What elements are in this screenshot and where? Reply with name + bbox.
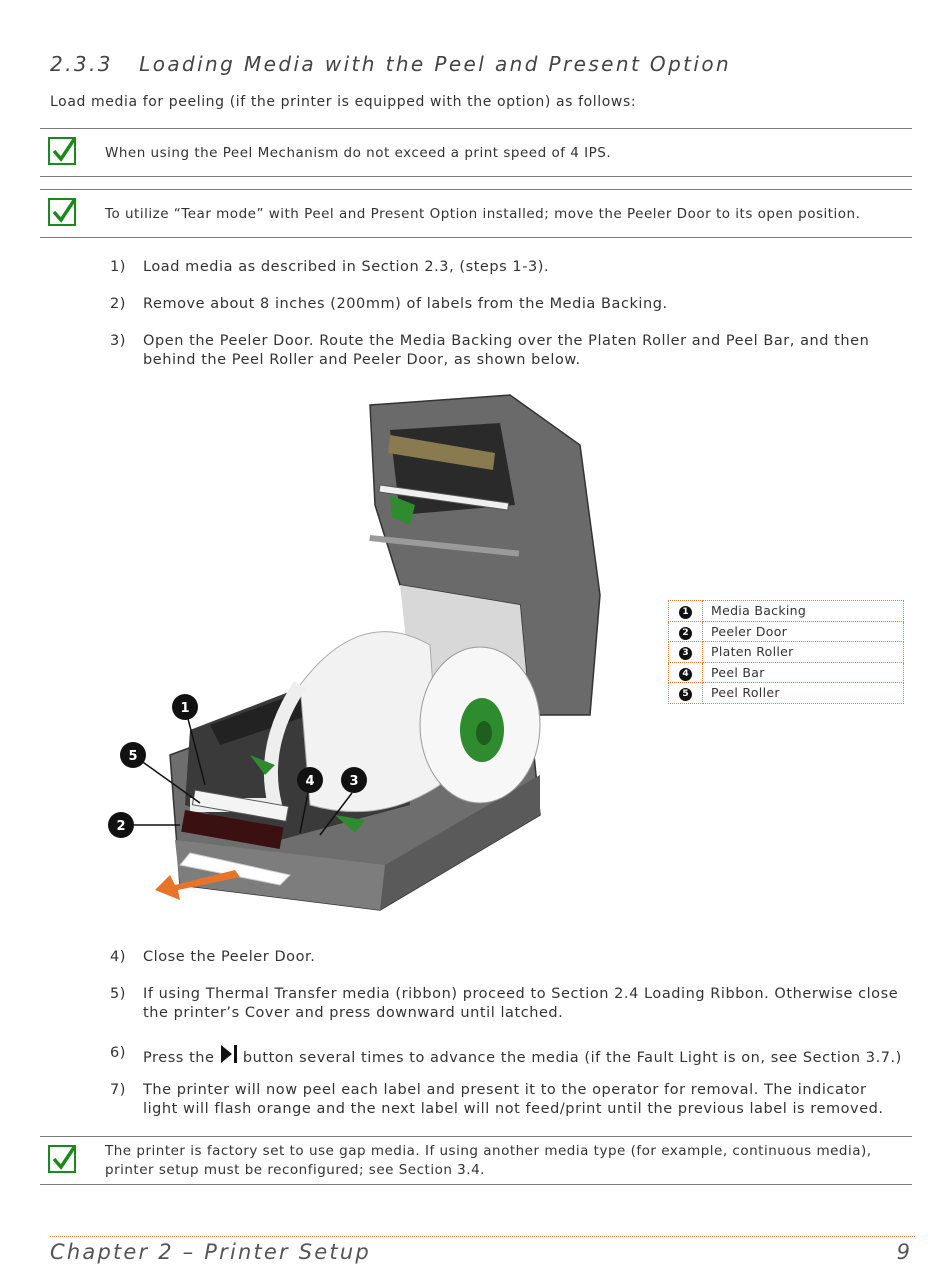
- page-number: 9: [896, 1240, 910, 1264]
- legend-number: 2: [679, 627, 692, 640]
- section-heading: [50, 52, 731, 76]
- callout-label: 5: [128, 749, 138, 764]
- legend-label: Peel Bar: [703, 662, 904, 683]
- legend-row: [669, 601, 904, 622]
- step-number: 5): [110, 986, 126, 1002]
- note-box: [40, 1136, 912, 1185]
- footer-divider: [50, 1236, 915, 1237]
- step-text: [143, 1044, 903, 1070]
- callout-label: 2: [116, 819, 126, 834]
- legend-row: [669, 683, 904, 704]
- step-number: 4): [110, 949, 126, 965]
- step-text: Load media as described in Section 2.3, (steps 1-3).: [143, 259, 550, 275]
- legend-number: 1: [679, 606, 692, 619]
- legend-label: Peel Roller: [703, 683, 904, 704]
- note-text: When using the Peel Mechanism do not exceed a print speed of 4 IPS.: [105, 145, 612, 161]
- note-text: The printer is factory set to use gap media. If using another media type (for example, continuous media), printer setup must be reconfigured; see Section 3.4.: [105, 1143, 872, 1178]
- legend-number: 4: [679, 668, 692, 681]
- legend-row: [669, 662, 904, 683]
- parts-legend: [668, 600, 904, 704]
- printer-illustration: [100, 385, 620, 925]
- checkmark-icon: [48, 137, 76, 165]
- note-box: [40, 189, 912, 238]
- legend-label: Peeler Door: [703, 621, 904, 642]
- intro-text: Load media for peeling (if the printer is equipped with the option) as follows:: [50, 94, 637, 110]
- callout-label: 1: [180, 701, 190, 716]
- step-text-before: Press the: [143, 1050, 215, 1066]
- note-box: [40, 128, 912, 177]
- step-text: The printer will now peel each label and present it to the operator for removal. The indicator light will flash orange and the next label will not feed/print until the previous label is removed.: [143, 1082, 884, 1117]
- legend-number: 5: [679, 688, 692, 701]
- legend-label: Media Backing: [703, 601, 904, 622]
- step-number: 7): [110, 1082, 126, 1098]
- checkmark-icon: [48, 198, 76, 226]
- step-number: 1): [110, 259, 126, 275]
- footer-chapter: Chapter 2 – Printer Setup: [50, 1240, 371, 1264]
- legend-row: [669, 642, 904, 663]
- step-text: Close the Peeler Door.: [143, 949, 316, 965]
- legend-label: Platen Roller: [703, 642, 904, 663]
- legend-row: [669, 621, 904, 642]
- step-number: 6): [110, 1045, 126, 1061]
- callout-label: 3: [349, 774, 359, 789]
- play-pause-icon: [220, 1044, 238, 1070]
- legend-number: 3: [679, 647, 692, 660]
- step-text: If using Thermal Transfer media (ribbon) proceed to Section 2.4 Loading Ribbon. Otherwise close the printer’s Cover and press downward until latched.: [143, 986, 899, 1021]
- section-number: 2.3.3: [50, 52, 113, 76]
- step-number: 3): [110, 333, 126, 349]
- step-number: 2): [110, 296, 126, 312]
- note-text: To utilize “Tear mode” with Peel and Present Option installed; move the Peeler Door to its open position.: [105, 206, 861, 222]
- checkmark-icon: [48, 1145, 76, 1173]
- step-text: Remove about 8 inches (200mm) of labels from the Media Backing.: [143, 296, 668, 312]
- callout-label: 4: [305, 774, 315, 789]
- step-text-after: button several times to advance the media (if the Fault Light is on, see Section 3.7.): [242, 1050, 902, 1066]
- section-title: Loading Media with the Peel and Present Option: [139, 52, 732, 76]
- step-text: Open the Peeler Door. Route the Media Backing over the Platen Roller and Peel Bar, and then behind the Peel Roller and Peeler Door, as shown below.: [143, 333, 870, 368]
